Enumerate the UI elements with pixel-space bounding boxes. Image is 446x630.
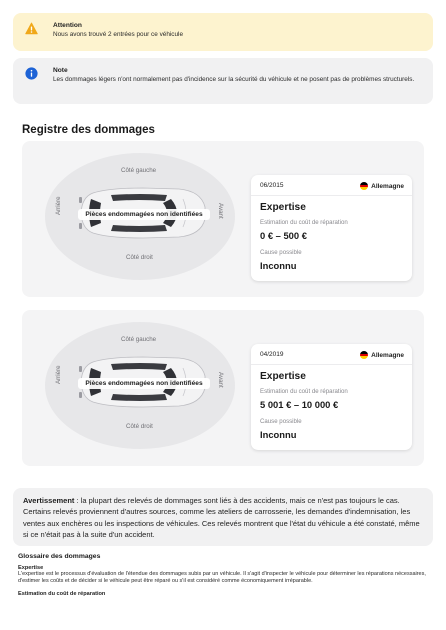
glossary-term: Expertise	[18, 565, 44, 571]
cause-label: Cause possible	[260, 249, 302, 256]
damage-label: Pièces endommagées non identifiées	[78, 378, 210, 389]
diagram-label-rear: Arrière	[55, 365, 62, 384]
glossary-term: Estimation du coût de réparation	[18, 590, 106, 597]
diagram-label-bottom: Côté droit	[126, 423, 153, 430]
note-alert	[13, 58, 433, 104]
divider	[251, 195, 412, 196]
disclaimer-label: Avertissement	[23, 496, 75, 505]
disclaimer-box	[13, 488, 433, 546]
glossary-definition: L'expertise est le processus d'évaluation de l'étendue des dommages subis par un véhicule. Il s'agit d'inspecter le véhicule pour déterminer les réparations nécessaires, d'estimer les coûts et de décider si le véhicule peut être réparé ou s'il est considéré comme économiquement irréparable.	[18, 571, 426, 585]
disclaimer-text: : la plupart des relevés de dommages sont liés à des accidents, mais ce n'est pas toujours le cas. Certains relevés proviennent d'autres sources, comme les ateliers de carrosserie, les demandes d'indemnisation, les ventes aux enchères ou les inspections de véhicules. Ces relevés montrent que l'état du véhicule a été constaté, même si ce n'était pas à la suite d'un accident.	[23, 496, 420, 540]
warning-text: Nous avons trouvé 2 entrées pour ce véhicule	[53, 31, 184, 38]
damage-label: Pièces endommagées non identifiées	[78, 209, 210, 220]
record-date: 04/2019	[260, 351, 284, 358]
germany-flag-icon	[360, 182, 368, 190]
diagram-label-front: Avant	[217, 203, 224, 219]
record-type: Expertise	[260, 202, 306, 213]
diagram-label-front: Avant	[217, 372, 224, 388]
diagram-label-top: Côté gauche	[121, 336, 157, 343]
info-circle-icon	[25, 67, 38, 80]
diagram-label-bottom: Côté droit	[126, 254, 153, 261]
cost-value: 5 001 € – 10 000 €	[260, 399, 339, 410]
damage-record	[22, 310, 424, 466]
cost-label: Estimation du coût de réparation	[260, 388, 348, 395]
glossary	[18, 553, 432, 597]
record-country	[360, 182, 404, 190]
cause-label: Cause possible	[260, 418, 302, 425]
cost-value: 0 € – 500 €	[260, 230, 307, 241]
note-title: Note	[53, 67, 68, 74]
record-date: 06/2015	[260, 182, 284, 189]
damage-info-card	[251, 175, 412, 281]
damage-info-card	[251, 344, 412, 450]
record-country	[360, 351, 404, 359]
diagram-label-top: Côté gauche	[121, 167, 157, 174]
record-type: Expertise	[260, 371, 306, 382]
note-text: Les dommages légers n'ont normalement pas d'incidence sur la sécurité du véhicule et ne posent pas de problèmes structurels.	[53, 76, 415, 83]
divider	[251, 364, 412, 365]
cause-value: Inconnu	[260, 260, 297, 271]
cause-value: Inconnu	[260, 429, 297, 440]
section-title: Registre des dommages	[22, 124, 155, 136]
country-name: Allemagne	[371, 182, 404, 190]
warning-triangle-icon	[25, 22, 38, 35]
cost-label: Estimation du coût de réparation	[260, 219, 348, 226]
diagram-label-rear: Arrière	[55, 196, 62, 215]
warning-alert	[13, 13, 433, 51]
glossary-title: Glossaire des dommages	[18, 553, 101, 560]
warning-title: Attention	[53, 22, 82, 29]
country-name: Allemagne	[371, 351, 404, 359]
damage-record	[22, 141, 424, 297]
germany-flag-icon	[360, 351, 368, 359]
